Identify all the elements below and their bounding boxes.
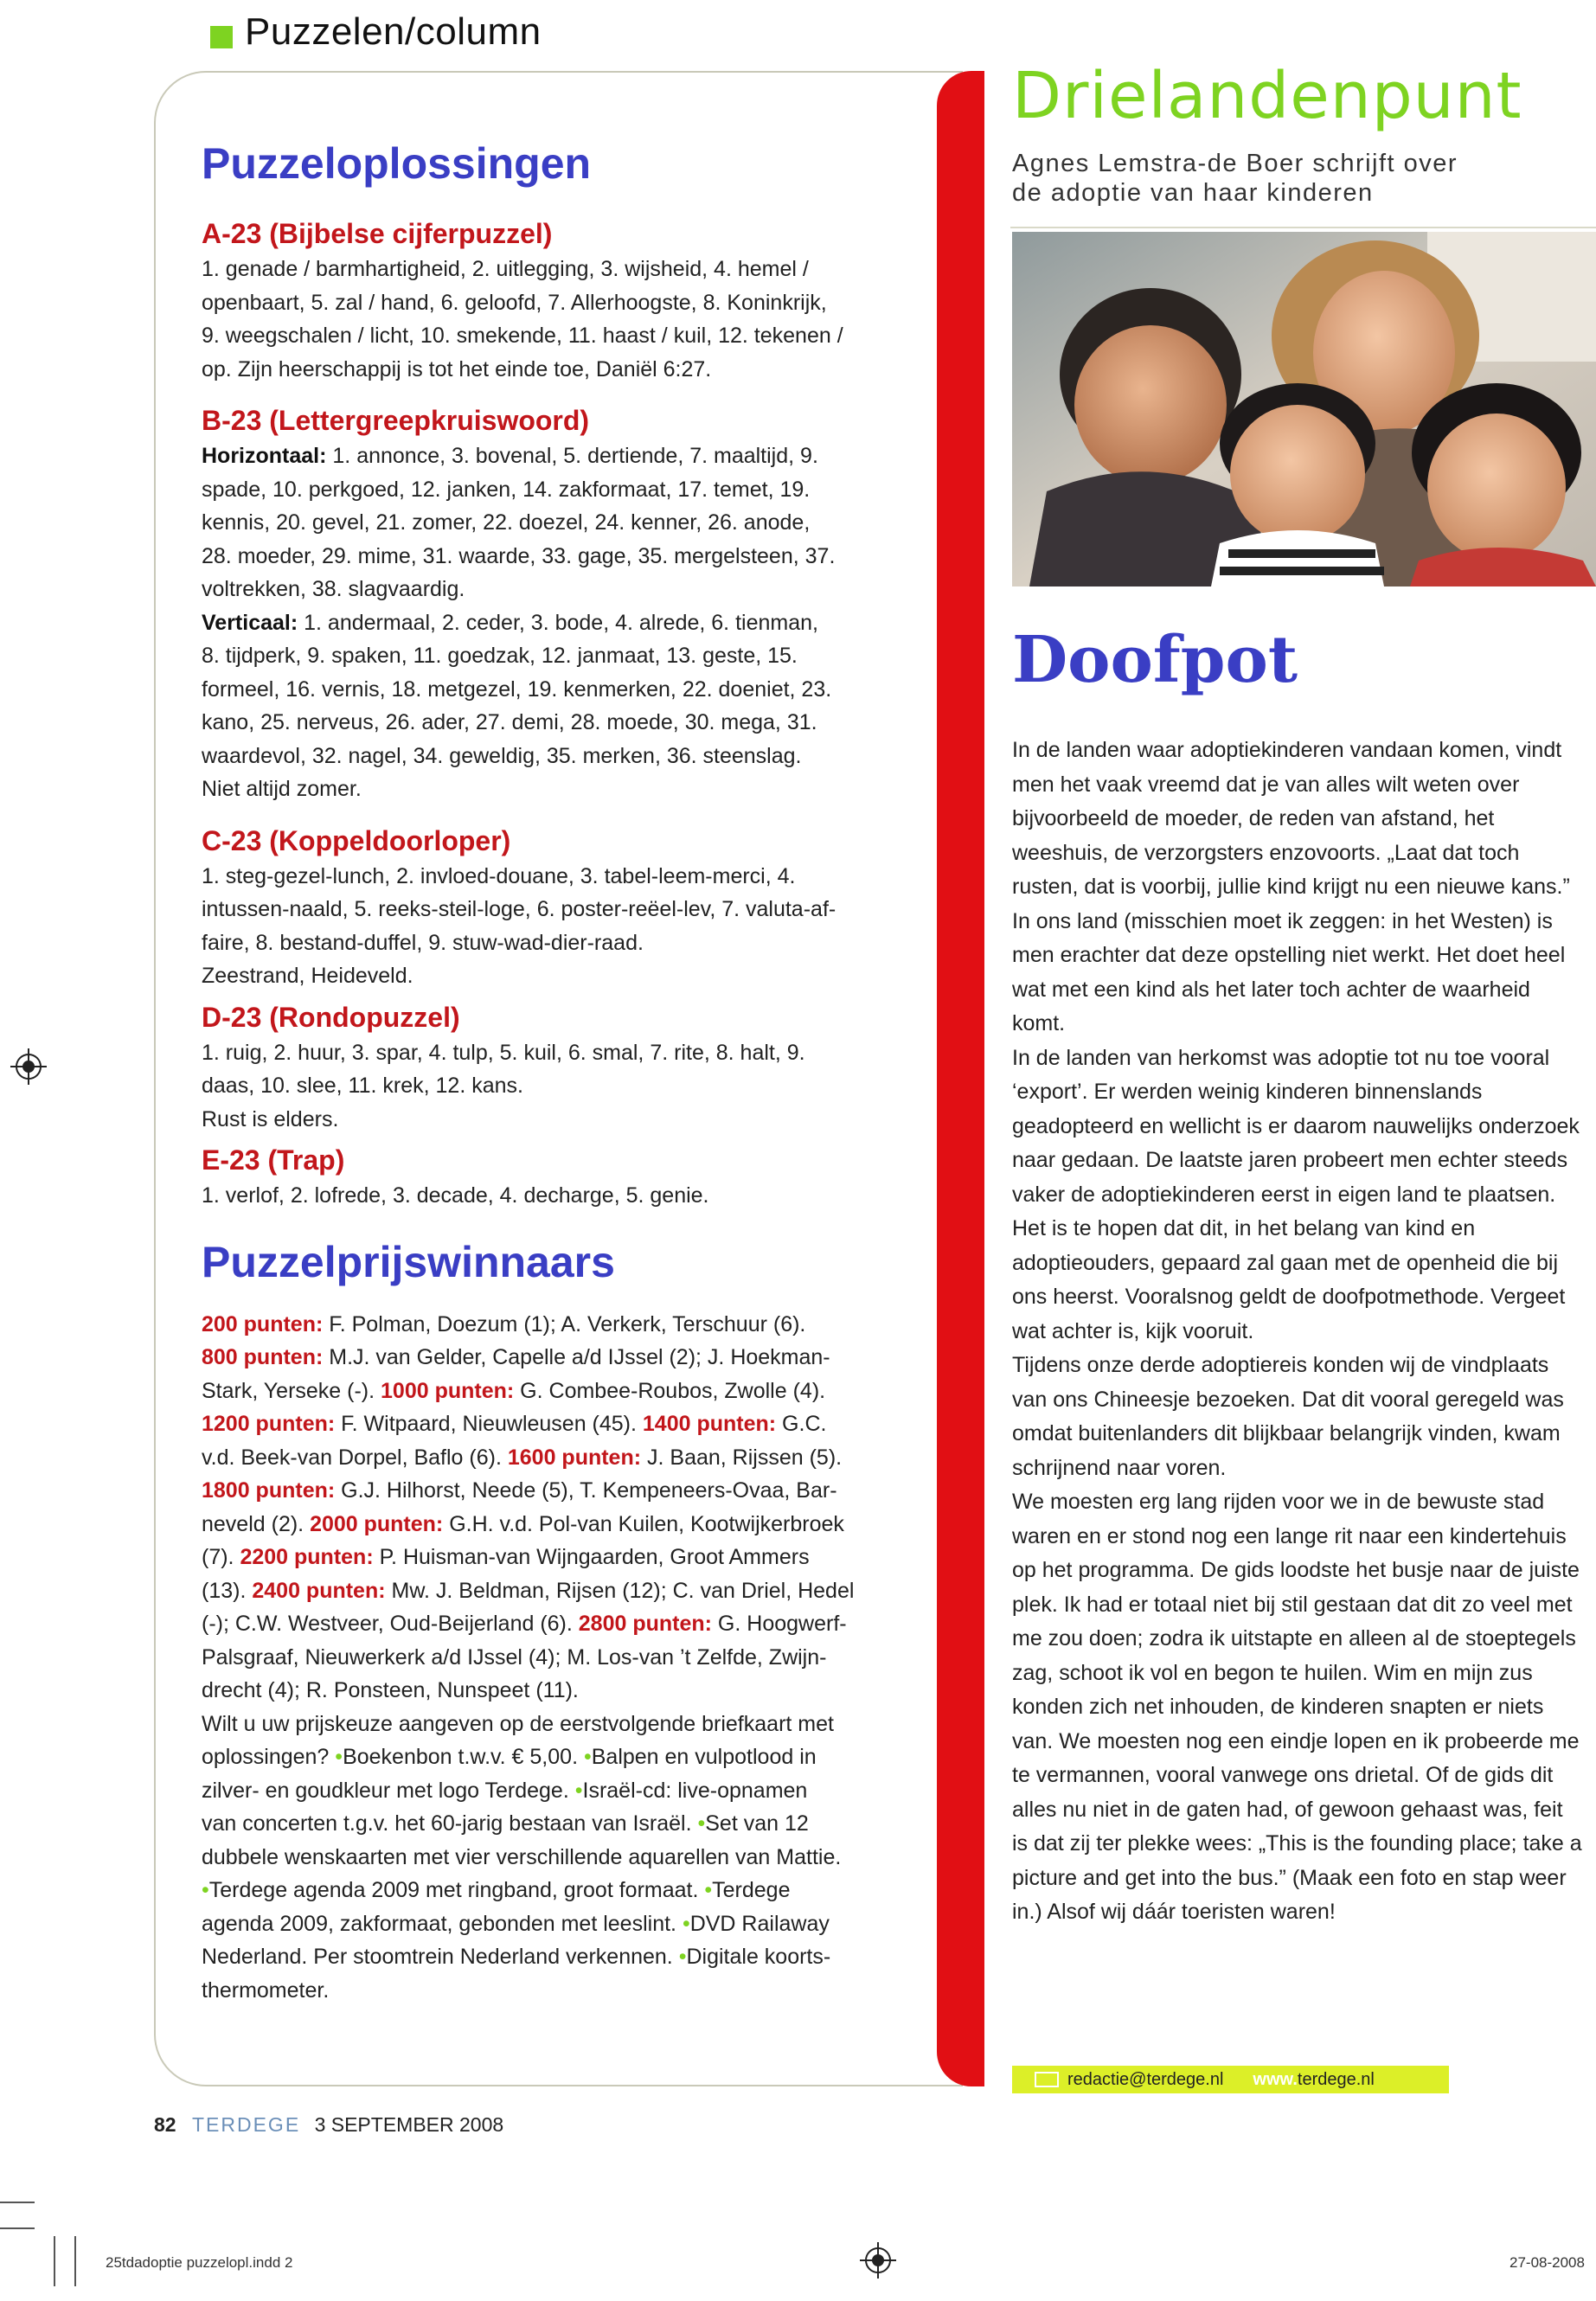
prize-choice-line	[202, 1774, 894, 1808]
winners-line	[202, 1541, 894, 1574]
prize-choice-line: Wilt u uw prijskeuze aangeven op de eerstvolgende briefkaart met	[202, 1711, 834, 1736]
winners-line	[202, 1508, 894, 1541]
a23-block	[202, 215, 894, 386]
winners-line	[202, 1474, 894, 1508]
solutions-title: Puzzeloplossingen	[202, 139, 592, 188]
c23-heading: C-23 (Koppeldoorloper)	[202, 824, 511, 856]
winners-text: M.J. van Gelder, Capelle a/d IJssel (2); J. Hoekman-	[323, 1345, 830, 1369]
crop-mark	[54, 2236, 55, 2286]
d23-line: Rust is elders.	[202, 1106, 339, 1131]
c23-line: Zeestrand, Heideveld.	[202, 964, 413, 988]
bullet-icon: •	[335, 1745, 343, 1769]
crop-mark	[0, 2227, 35, 2229]
b23-line: 8. tijdperk, 9. spaken, 11. goedzak, 12. janmaat, 13. geste, 15.	[202, 644, 798, 668]
bullet-icon: •	[202, 1878, 209, 1902]
winners-line: Palsgraaf, Nieuwerkerk a/d IJssel (4); M. Los-van ’t Zelfde, Zwijn-	[202, 1644, 827, 1670]
winners-text: (13).	[202, 1578, 253, 1603]
winners-text: F. Witpaard, Nieuwleusen (45).	[335, 1412, 643, 1436]
column-subtitle	[1012, 149, 1458, 208]
winners-title: Puzzelprijswinnaars	[202, 1237, 615, 1286]
crop-mark	[0, 2202, 35, 2203]
winners-text: Mw. J. Beldman, Rijsen (12); C. van Driel, Hedel	[385, 1578, 855, 1603]
prize-label: 1400 punten:	[642, 1412, 777, 1436]
prize-label: 1000 punten:	[381, 1378, 515, 1403]
winners-line	[202, 1441, 894, 1475]
c23-block	[202, 822, 894, 993]
prize-choice-text: Digitale koorts-	[686, 1945, 831, 1969]
prize-choice-text: oplossingen?	[202, 1745, 336, 1769]
winners-text: F. Polman, Doezum (1); A. Verkerk, Terschuur (6).	[323, 1311, 806, 1336]
b23-block	[202, 401, 894, 806]
prize-choice-line	[202, 1907, 894, 1941]
e23-line: 1. verlof, 2. lofrede, 3. decade, 4. decharge, 5. genie.	[202, 1183, 709, 1208]
c23-line: 1. steg-gezel-lunch, 2. invloed-douane, 3. tabel-leem-merci, 4.	[202, 863, 796, 888]
column-title: Drielandenpunt	[1012, 59, 1522, 133]
bullet-icon: •	[682, 1911, 690, 1936]
b23-text: 1. annonce, 3. bovenal, 5. dertiende, 7. maaltijd, 9.	[326, 444, 818, 468]
prize-choice-line: dubbele wenskaarten met vier verschillende aquarellen van Mattie.	[202, 1844, 842, 1869]
b23-vertical-line	[202, 606, 894, 640]
prize-choice-text: Israël-cd: live-opnamen	[582, 1778, 808, 1803]
prize-choice-text: DVD Railaway	[689, 1911, 830, 1936]
winners-text: (7).	[202, 1545, 240, 1569]
winners-line	[202, 1341, 894, 1375]
prize-label: 200 punten:	[202, 1311, 324, 1336]
winners-text: G. Hoogwerf-	[711, 1612, 847, 1636]
e23-heading: E-23 (Trap)	[202, 1144, 345, 1176]
prize-label: 1600 punten:	[507, 1445, 642, 1470]
article-heading: Doofpot	[1012, 623, 1298, 697]
page-number: 82	[154, 2113, 176, 2136]
prize-label: 800 punten:	[202, 1345, 324, 1369]
horizontal-label: Horizontaal:	[202, 444, 327, 468]
prize-label: 1200 punten:	[202, 1412, 336, 1436]
bullet-icon: •	[574, 1778, 583, 1803]
crop-mark	[74, 2236, 76, 2286]
prize-label: 2200 punten:	[240, 1545, 374, 1569]
d23-line: 1. ruig, 2. huur, 3. spar, 4. tulp, 5. kuil, 6. smal, 7. rite, 8. halt, 9.	[202, 1040, 805, 1065]
a23-line: 1. genade / barmhartigheid, 2. uitlegging, 3. wijsheid, 4. hemel /	[202, 257, 809, 281]
divider	[1010, 227, 1596, 228]
article-paragraph: Tijdens onze derde adoptiereis konden wij de vindplaats van ons Chineesje bezoeken. Dat dit vooral geregeld was omdat buitenlanders dit blijkbaar belangrijk vinden, kwam schrijnend naar voren.	[1012, 1353, 1564, 1480]
prize-choice-line	[202, 1807, 894, 1841]
a23-heading: A-23 (Bijbelse cijferpuzzel)	[202, 218, 553, 249]
winners-line	[202, 1375, 894, 1408]
b23-line: 28. moeder, 29. mime, 31. waarde, 33. gage, 35. mergelsteen, 37.	[202, 543, 836, 568]
registration-mark-icon	[16, 1054, 42, 1080]
slug-filename: 25tdadoptie puzzelopl.indd 2	[106, 2254, 293, 2271]
winners-text: J. Baan, Rijssen (5).	[641, 1445, 843, 1470]
subtitle-line: Agnes Lemstra-de Boer schrijft over	[1012, 150, 1458, 177]
article-paragraph: We moesten erg lang rijden voor we in de bewuste stad waren en er stond nog een lange rit naar een kindertehuis op het programma. De gids loodste het busje naar de juiste plek. Ik had er totaal niet bij stil gestaan dat dit zo veel met me zou doen; zodra ik uitstapte en alleen al de stoeptegels zag, schoot ik vol en begon te huilen. Wim en mijn zus konden zich net inhouden, de kinderen snapten er niets van. We moesten nog een eindje lopen en ik probeerde me te vermannen, vooral vanwege ons drietal. Of de gids dit alles nu niet in de gaten had, of gewoon gehaast was, feit is dat zij ter plekke wees: „This is the founding place; take a picture and get into the bus.” (Maak een foto en stap weer in.) Alsof wij dáár toeristen waren!	[1012, 1490, 1582, 1924]
registration-mark-icon	[865, 2247, 891, 2273]
article-paragraph: In de landen waar adoptiekinderen vandaan komen, vindt men het vaak vreemd dat je van alles wilt weten over bijvoorbeeld de moeder, de reden van afstand, het weeshuis, de verzorgsters enzovoorts. „Laat dat toch rusten, dat is voorbij, jullie kind krijgt nu een nieuwe kans.” In ons land (misschien moet ik zeggen: in het Westen) is men erachter dat deze opstelling niet werkt. Het doet heel wat met een kind als het later toch achter de waarheid komt.	[1012, 738, 1570, 1035]
prize-choice-text: agenda 2009, zakformaat, gebonden met leeslint.	[202, 1911, 683, 1936]
prize-choice-text: Set van 12	[705, 1811, 809, 1836]
winners-line	[202, 1308, 894, 1342]
prize-choice-line: thermometer.	[202, 1977, 330, 2003]
website-link[interactable]: terdege.nl	[1297, 2069, 1375, 2089]
bullet-icon: •	[697, 1811, 706, 1836]
winners-block	[202, 1308, 894, 2008]
b23-line: formeel, 16. vernis, 18. metgezel, 19. kenmerken, 22. doeniet, 23.	[202, 676, 832, 702]
solutions-column	[202, 138, 894, 2007]
family-photo	[1012, 232, 1596, 586]
b23-line: kennis, 20. gevel, 21. zomer, 22. doezel, 24. kenner, 26. anode,	[202, 510, 811, 535]
prize-choice-line	[202, 1874, 894, 1907]
magazine-name: TERDEGE	[191, 2113, 301, 2136]
b23-horizontal-line	[202, 439, 894, 473]
prize-choice-line	[202, 1940, 894, 1974]
b23-line: Niet altijd zomer.	[202, 777, 362, 801]
winners-text: G.H. v.d. Pol-van Kuilen, Kootwijkerbroek	[443, 1511, 844, 1536]
page-footer	[154, 2113, 503, 2137]
d23-line: daas, 10. slee, 11. krek, 12. kans.	[202, 1074, 523, 1098]
winners-line: drecht (4); R. Ponsteen, Nunspeet (11).	[202, 1678, 579, 1702]
prize-choice-text: Balpen en vulpotlood in	[591, 1745, 817, 1769]
email-link[interactable]: redactie@terdege.nl	[1067, 2069, 1224, 2089]
section-marker	[210, 26, 233, 48]
winners-line	[202, 1574, 894, 1608]
b23-line: spade, 10. perkgoed, 12. janken, 14. zakformaat, 17. temet, 19.	[202, 477, 811, 502]
b23-line: waardevol, 32. nagel, 34. geweldig, 35. merken, 36. steenslag.	[202, 743, 802, 768]
issue-date: 3 SEPTEMBER 2008	[314, 2113, 504, 2136]
article-paragraph: In de landen van herkomst was adoptie tot nu toe vooral ‘export’. Er werden weinig kinderen binnenslands geadopteerd en wellicht is er daarom nauwelijks onderzoek naar gedaan. De laatste jaren probeert men echter steeds vaker de adoptiekinderen eerst in eigen land te plaatsen. Het is te hopen dat dit, in het belang van kind en adoptieouders, gepaard zal gaan met de openheid die bij ons heerst. Vooralsnog geldt de doofpotmethode. Vergeet wat achter is, kijk vooruit.	[1012, 1045, 1580, 1343]
www-prefix: www.	[1253, 2069, 1298, 2089]
subtitle-line: de adoptie van haar kinderen	[1012, 179, 1374, 207]
winners-text: G.J. Hilhorst, Neede (5), T. Kempeneers-Ovaa, Bar-	[335, 1478, 837, 1503]
prize-choice-text: Nederland. Per stoomtrein Nederland verkennen.	[202, 1945, 679, 1969]
prize-choice-text: zilver- en goudkleur met logo Terdege.	[202, 1778, 575, 1803]
a23-line: 9. weegschalen / licht, 10. smekende, 11. haast / kuil, 12. tekenen /	[202, 324, 843, 348]
b23-heading: B-23 (Lettergreepkruiswoord)	[202, 405, 590, 436]
prize-label: 2000 punten:	[310, 1511, 444, 1536]
prize-label: 2800 punten:	[578, 1612, 712, 1636]
b23-line: voltrekken, 38. slagvaardig.	[202, 577, 465, 601]
slug-date: 27-08-2008	[1509, 2254, 1585, 2271]
c23-line: faire, 8. bestand-duffel, 9. stuw-wad-dier-raad.	[202, 930, 644, 955]
a23-line: openbaart, 5. zal / hand, 6. geloofd, 7. Allerhoogste, 8. Koninkrijk,	[202, 290, 827, 315]
bullet-icon: •	[678, 1945, 687, 1969]
prize-choice-text: Terdege	[712, 1878, 791, 1902]
contact-bar	[1012, 2066, 1449, 2093]
red-band	[937, 71, 984, 2086]
winners-text: v.d. Beek-van Dorpel, Baflo (6).	[202, 1445, 508, 1470]
winners-line	[202, 1407, 894, 1441]
winners-text: P. Huisman-van Wijngaarden, Groot Ammers	[373, 1545, 810, 1569]
c23-line: intussen-naald, 5. reeks-steil-loge, 6. poster-reëel-lev, 7. valuta-af-	[202, 897, 836, 921]
winners-line	[202, 1607, 894, 1641]
section-title: Puzzelen/column	[245, 10, 542, 53]
bullet-icon: •	[583, 1745, 592, 1769]
prize-choice-text: Terdege agenda 2009 met ringband, groot formaat.	[208, 1878, 705, 1902]
article-body	[1012, 734, 1583, 1930]
bullet-icon: •	[704, 1878, 713, 1902]
prize-choice-text: Boekenbon t.w.v. € 5,00.	[343, 1745, 584, 1769]
winners-text: G. Combee-Roubos, Zwolle (4).	[514, 1378, 826, 1403]
winners-text: G.C.	[776, 1412, 827, 1436]
prize-label: 2400 punten:	[252, 1578, 386, 1603]
winners-text: neveld (2).	[202, 1511, 311, 1536]
prize-label: 1800 punten:	[202, 1478, 336, 1503]
e23-block	[202, 1141, 894, 1213]
envelope-icon	[1035, 2072, 1059, 2087]
b23-line: kano, 25. nerveus, 26. ader, 27. demi, 28. moede, 30. mega, 31.	[202, 710, 817, 734]
prize-choice-text: van concerten t.g.v. het 60-jarig bestaan van Israël.	[202, 1811, 698, 1836]
d23-heading: D-23 (Rondopuzzel)	[202, 1001, 460, 1033]
winners-text: (-); C.W. Westveer, Oud-Beijerland (6).	[202, 1612, 579, 1636]
prize-choice-line	[202, 1740, 894, 1774]
a23-line: op. Zijn heerschappij is tot het einde toe, Daniël 6:27.	[202, 356, 712, 381]
winners-text: Stark, Yerseke (-).	[202, 1378, 381, 1403]
b23-text: 1. andermaal, 2. ceder, 3. bode, 4. alrede, 6. tienman,	[298, 610, 818, 635]
d23-block	[202, 998, 894, 1137]
vertical-label: Verticaal:	[202, 610, 298, 635]
